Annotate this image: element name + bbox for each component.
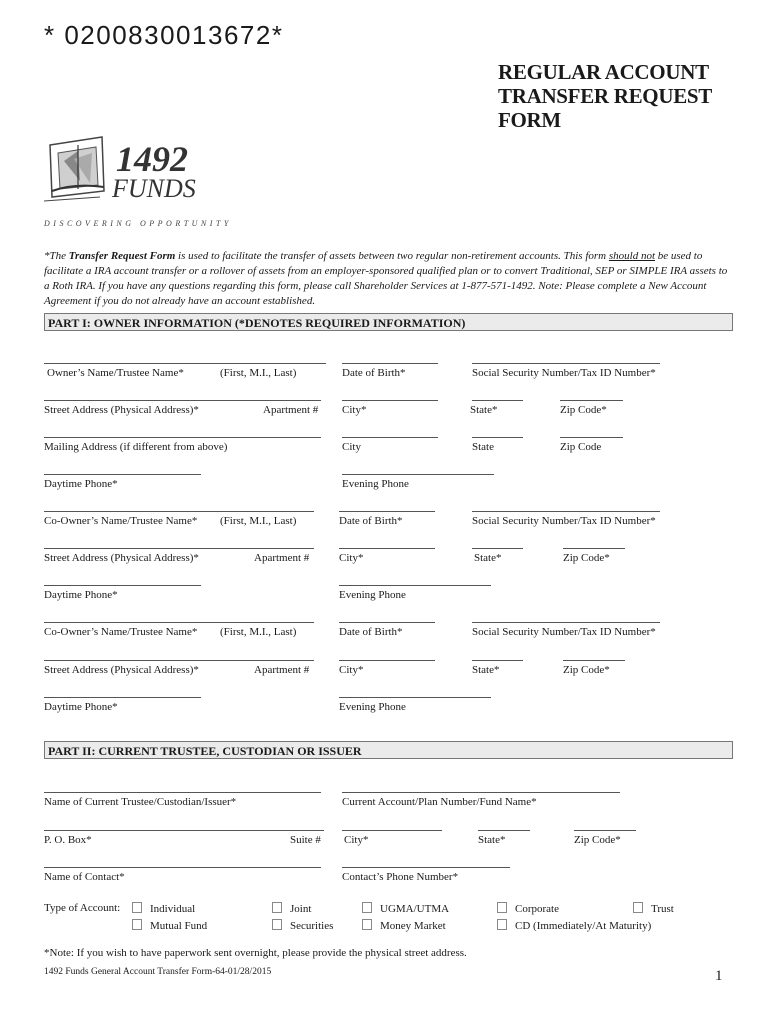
coowner2-evening-phone-field[interactable]: Evening Phone [339,701,406,713]
option-cd[interactable]: CD (Immediately/At Maturity) [497,919,651,932]
owner-dob-field[interactable]: Date of Birth* [342,367,406,379]
po-box-field[interactable]: P. O. Box* [44,834,92,846]
coowner1-name-field[interactable]: Co-Owner’s Name/Trustee Name* [44,515,198,527]
coowner2-daytime-phone-field[interactable]: Daytime Phone* [44,701,118,713]
checkbox-icon[interactable] [362,919,372,930]
intro-paragraph: *The Transfer Request Form is used to facilitate the transfer of assets between two regular non-retirement accounts. This form should not be used to facilitate a IRA account transfer or a rollover of assets from an employer-sponsored qualified plan or to convert Traditional, SEP or SIMPLE IRA assets to a Roth IRA. If you have any questions regarding this form, please call Shareholder Services at 1-877-571-1492. Note: Please complete a New Account Agreement if you do not already have an account established. [44,250,728,307]
coowner1-dob-field[interactable]: Date of Birth* [339,515,403,527]
mailing-address-field[interactable]: Mailing Address (if different from above) [44,441,228,453]
trustee-zip-field[interactable]: Zip Code* [574,834,621,846]
option-individual[interactable]: Individual [132,902,195,915]
coowner2-name-field[interactable]: Co-Owner’s Name/Trustee Name* [44,626,198,638]
owner-apartment-field[interactable]: Apartment # [263,404,319,416]
name-format-hint: (First, M.I., Last) [220,367,297,379]
coowner2-city-field[interactable]: City* [339,664,364,676]
name-format-hint: (First, M.I., Last) [220,626,297,638]
checkbox-icon[interactable] [633,902,643,913]
coowner2-state-field[interactable]: State* [472,664,500,676]
mailing-city-field[interactable]: City [342,441,361,453]
part1-heading: PART I: OWNER INFORMATION (*DENOTES REQUIRED INFORMATION) [48,316,466,330]
owner-street-field[interactable]: Street Address (Physical Address)* [44,404,199,416]
name-format-hint: (First, M.I., Last) [220,515,297,527]
account-type-label: Type of Account: [44,902,121,914]
coowner1-apartment-field[interactable]: Apartment # [254,552,310,564]
option-money-market[interactable]: Money Market [362,919,446,932]
coowner2-zip-field[interactable]: Zip Code* [563,664,610,676]
coowner2-street-field[interactable]: Street Address (Physical Address)* [44,664,199,676]
option-joint[interactable]: Joint [272,902,311,915]
coowner1-daytime-phone-field[interactable]: Daytime Phone* [44,589,118,601]
form-title: REGULAR ACCOUNT TRANSFER REQUEST FORM [498,60,712,132]
coowner1-evening-phone-field[interactable]: Evening Phone [339,589,406,601]
coowner1-zip-field[interactable]: Zip Code* [563,552,610,564]
option-securities[interactable]: Securities [272,919,333,932]
mailing-zip-field[interactable]: Zip Code [560,441,602,453]
checkbox-icon[interactable] [362,902,372,913]
coowner1-ssn-field[interactable]: Social Security Number/Tax ID Number* [472,515,656,527]
owner-evening-phone-field[interactable]: Evening Phone [342,478,409,490]
form-footer: 1492 Funds General Account Transfer Form-64-01/28/2015 [44,967,272,977]
page-number: 1 [715,968,723,984]
owner-ssn-field[interactable]: Social Security Number/Tax ID Number* [472,367,656,379]
logo-name: FUNDS [112,174,196,203]
owner-city-field[interactable]: City* [342,404,367,416]
part2-header [44,741,733,759]
coowner1-state-field[interactable]: State* [474,552,502,564]
overnight-note: *Note: If you wish to have paperwork sent overnight, please provide the physical street address. [44,947,467,959]
option-ugma-utma[interactable]: UGMA/UTMA [362,902,449,915]
checkbox-icon[interactable] [497,902,507,913]
contact-phone-field[interactable]: Contact’s Phone Number* [342,871,459,883]
coowner1-street-field[interactable]: Street Address (Physical Address)* [44,552,199,564]
logo-number: 1492 [116,139,188,179]
part2-heading: PART II: CURRENT TRUSTEE, CUSTODIAN OR ISSUER [48,744,362,758]
owner-name-field[interactable]: Owner’s Name/Trustee Name* [47,367,184,379]
option-trust[interactable]: Trust [633,902,674,915]
checkbox-icon[interactable] [272,902,282,913]
owner-daytime-phone-field[interactable]: Daytime Phone* [44,478,118,490]
account-number-field[interactable]: Current Account/Plan Number/Fund Name* [342,796,537,808]
mailing-state-field[interactable]: State [472,441,494,453]
checkbox-icon[interactable] [272,919,282,930]
coowner2-ssn-field[interactable]: Social Security Number/Tax ID Number* [472,626,656,638]
part1-header [44,313,733,331]
coowner2-apartment-field[interactable]: Apartment # [254,664,310,676]
trustee-name-field[interactable]: Name of Current Trustee/Custodian/Issuer* [44,796,237,808]
trustee-city-field[interactable]: City* [344,834,369,846]
checkbox-icon[interactable] [132,919,142,930]
suite-field[interactable]: Suite # [290,834,321,846]
coowner2-dob-field[interactable]: Date of Birth* [339,626,403,638]
option-mutual-fund[interactable]: Mutual Fund [132,919,207,932]
coowner1-city-field[interactable]: City* [339,552,364,564]
trustee-state-field[interactable]: State* [478,834,506,846]
contact-name-field[interactable]: Name of Contact* [44,871,125,883]
checkbox-icon[interactable] [132,902,142,913]
checkbox-icon[interactable] [497,919,507,930]
option-corporate[interactable]: Corporate [497,902,559,915]
company-logo [44,131,234,231]
barcode-text: * 0200830013672* [44,20,284,50]
logo-tagline: DISCOVERING OPPORTUNITY [44,219,232,228]
owner-state-field[interactable]: State* [470,404,498,416]
owner-zip-field[interactable]: Zip Code* [560,404,607,416]
